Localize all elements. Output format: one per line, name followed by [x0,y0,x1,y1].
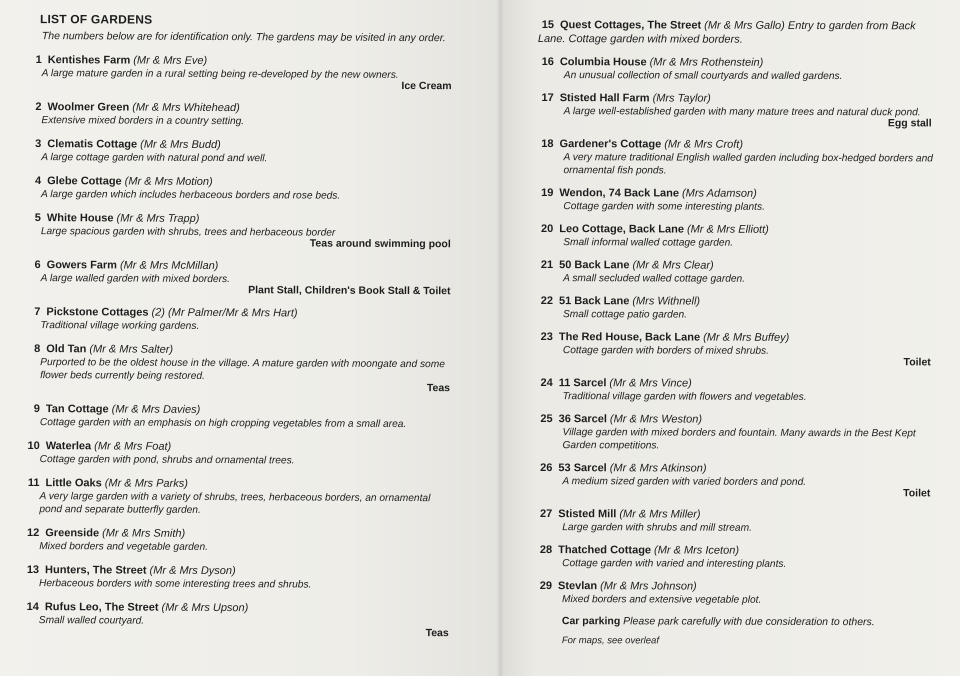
garden-number: 1 [35,54,42,67]
garden-entry [27,137,457,166]
garden-title-line [536,507,936,522]
garden-owner: (Mr & Mrs Upson) [161,601,249,615]
garden-name: Gowers Farm [46,259,118,272]
garden-entry [537,258,937,286]
garden-title-line [536,461,936,476]
garden-amenity-note: Ice Cream [401,79,452,93]
garden-number: 7 [34,306,41,319]
garden-name: The Red House, Back Lane [558,331,701,344]
garden-number: 4 [34,175,42,188]
garden-owner: (Mr & Mrs Foat) [94,440,172,453]
garden-name: Kentishes Farm [47,54,131,67]
garden-name: 51 Back Lane [558,295,630,308]
garden-entry [25,476,455,518]
garden-owner: (Mr & Mrs Eve) [133,54,208,67]
garden-number: 3 [35,138,42,151]
garden-entry [27,258,457,297]
garden-number: 29 [539,580,553,593]
garden-entry [536,579,936,607]
garden-owner: (Mrs Adamson) [681,187,757,200]
garden-amenity-note: Toilet [903,356,931,369]
garden-description: Small walled courtyard. [38,615,145,627]
garden-entry [537,330,937,368]
garden-owner: (Mr & Mrs Weston) [609,413,703,426]
garden-number: 13 [26,564,40,577]
garden-number: 27 [539,508,553,521]
garden-entry [536,507,936,535]
garden-name: Gardener's Cottage [559,138,662,151]
garden-number: 9 [33,403,40,416]
garden-description: Mixed borders and extensive vegetable plot. [561,594,762,606]
garden-description: An unusual collection of small courtyards and walled gardens. [563,70,843,83]
garden-name: Old Tan [46,343,87,356]
garden-title-line [537,412,937,427]
garden-title-line [537,258,937,273]
garden-entry [536,543,936,571]
garden-owner: (Mr & Mrs Davies) [111,403,201,416]
garden-entry [536,412,936,453]
car-parking-text: Please park carefully with due consideration to others. [623,615,875,629]
garden-amenity-note: Teas around swimming pool [309,237,451,251]
garden-entry [537,376,937,404]
garden-name: Leo Cottage, Back Lane [559,223,684,236]
garden-description: Cottage garden with some interesting plants. [563,201,765,213]
garden-owner: (Mr & Mrs Miller) [619,508,701,521]
garden-name: Waterlea [45,440,92,453]
garden-owner: (Mr & Mrs Rothenstein) [649,56,764,69]
garden-owner: (Mr & Mrs Whitehead) [132,101,240,115]
garden-description: A very large garden with a variety of shrubs, trees, herbaceous borders, an ornamental pond and separate butterfly garden. [39,491,431,516]
garden-name: Greenside [45,527,100,540]
maps-note: For maps, see overleaf [561,635,660,647]
garden-title-line [537,222,937,237]
garden-entry [25,600,455,639]
garden-number: 26 [540,462,553,475]
garden-amenity-note: Egg stall [887,117,932,130]
garden-description: A very mature traditional English walled garden including box-hedged borders and ornamental fish ponds. [563,152,933,177]
garden-description: Traditional village garden with flowers and vegetables. [562,391,807,403]
garden-number: 18 [541,138,554,151]
garden-number: 14 [26,601,39,614]
garden-number: 6 [34,259,41,272]
garden-description: Purported to be the oldest house in the village. A mature garden with moongate and some flower beds currently being restored. [40,357,445,382]
garden-amenity-note: Plant Stall, Children's Book Stall & Toilet [248,284,451,298]
garden-entry [25,563,455,592]
car-parking-note [562,615,936,628]
garden-entry [538,91,938,129]
garden-entry [537,294,937,322]
garden-number: 15 [541,19,554,32]
garden-entry [26,402,456,431]
garden-description: Herbaceous borders with some interesting trees and shrubs. [38,578,312,591]
garden-name: 36 Sarcel [558,413,607,426]
garden-owner: (Mr & Mrs Elliott) [686,223,769,236]
garden-entry [536,461,936,499]
garden-owner: (Mr & Mrs Atkinson) [609,462,707,475]
garden-amenity-note: Toilet [903,487,931,500]
garden-description: Cottage garden with borders of mixed shrubs. [562,345,769,357]
garden-entry [27,100,457,129]
garden-description: Large garden with shrubs and mill stream. [562,522,752,534]
garden-entry [28,53,458,92]
garden-number: 24 [540,377,553,390]
garden-title-line [537,186,937,201]
garden-name: Pickstone Cottages [46,306,149,319]
intro-text: The numbers below are for identification only. The gardens may be visited in any order. [41,30,446,45]
garden-owner: (Mr & Mrs Trapp) [116,212,200,225]
garden-name: Quest Cottages, The Street [559,19,702,32]
right-garden-list [536,18,938,607]
garden-name: 53 Sarcel [558,462,607,475]
garden-amenity-note: Teas [425,627,449,640]
garden-description: Cottage garden with an emphasis on high cropping vegetables from a small area. [39,417,407,430]
garden-number: 10 [27,440,40,453]
garden-number: 16 [541,56,554,69]
garden-owner: (Mr & Mrs Vince) [609,377,692,390]
garden-number: 12 [26,527,40,540]
garden-description: Extensive mixed borders in a country setting. [41,115,245,128]
garden-owner: (Mr & Mrs Motion) [124,175,213,188]
garden-owner: (Mr & Mrs Iceton) [654,544,740,557]
garden-number: 8 [34,343,41,356]
garden-description: A large well-established garden with many mature trees and natural duck pond. [563,106,921,119]
garden-owner: (2) (Mr Palmer/Mr & Mrs Hart) [151,306,298,320]
garden-owner: (Mrs Taylor) [652,92,711,105]
garden-description: Village garden with mixed borders and fountain. Many awards in the Best Kept Garden competitions. [562,427,916,452]
garden-number: 2 [35,101,42,114]
garden-name: White House [46,212,114,225]
garden-entry [26,305,456,334]
garden-entry [537,137,937,178]
garden-title-line [536,543,936,558]
garden-description: A large garden which includes herbaceous borders and rose beds. [41,189,341,202]
garden-number: 28 [539,544,553,557]
garden-name: Little Oaks [45,477,102,490]
garden-amenity-note: Teas [426,382,451,395]
garden-name: Clematis Cottage [47,138,138,151]
garden-number: 22 [540,295,554,308]
garden-description: A large walled garden with mixed borders. [40,273,230,286]
garden-entry [25,526,455,555]
garden-name: Thatched Cottage [558,544,652,557]
garden-entry [538,55,938,83]
garden-entry [537,186,937,214]
garden-number: 11 [27,477,40,490]
garden-number: 20 [540,223,554,236]
garden-entry [26,342,456,394]
garden-title-line [538,55,938,70]
garden-number: 21 [540,259,554,272]
garden-number: 5 [34,212,41,225]
garden-name: 11 Sarcel [558,377,607,390]
garden-description: A medium sized garden with varied borders and pond. [562,476,807,488]
garden-entry [27,211,457,250]
garden-name: Tan Cottage [45,403,109,416]
garden-number: 25 [540,413,553,426]
garden-owner: (Mr & Mrs Buffey) [703,331,790,344]
garden-owner: (Mr & Mrs Johnson) [600,580,697,593]
garden-title-line [537,376,937,391]
garden-title-line [537,330,937,345]
car-parking-label: Car parking [561,615,621,628]
garden-name: Rufus Leo, The Street [44,601,159,614]
garden-description: Cottage garden with pond, shrubs and ornamental trees. [39,454,295,467]
garden-name: Wendon, 74 Back Lane [559,187,680,200]
garden-entry [27,174,457,203]
garden-name: Woolmer Green [47,101,130,114]
garden-title-line [538,91,938,106]
garden-owner: (Mr & Mrs Croft) [664,138,744,151]
garden-title-line [537,294,937,309]
garden-name: Stisted Mill [558,508,617,521]
right-column [536,18,938,647]
garden-owner: (Mrs Withnell) [632,295,701,308]
garden-name: Stevlan [557,580,598,593]
garden-owner: (Mr & Mrs Gallo) Entry to garden from Back Lane. Cottage garden with mixed borders. [537,19,916,46]
page-gutter [496,0,504,676]
garden-description: A large cottage garden with natural pond and well. [41,152,268,165]
garden-owner: (Mr & Mrs McMillan) [119,259,219,273]
garden-name: 50 Back Lane [559,259,630,272]
garden-description: A large mature garden in a rural setting being re-developed by the new owners. [41,68,399,81]
garden-owner: (Mr & Mrs Budd) [140,138,221,152]
garden-title-line [536,579,936,594]
garden-owner: (Mr & Mrs Clear) [632,259,714,272]
garden-description: Large spacious garden with shrubs, trees and herbaceous border [40,226,336,239]
garden-name: Columbia House [559,56,647,69]
garden-entry [26,439,456,468]
garden-description: A small secluded walled cottage garden. [563,273,746,285]
garden-name: Glebe Cottage [47,175,122,188]
left-column [25,12,458,649]
garden-number: 23 [540,331,553,344]
garden-number: 19 [541,187,554,200]
garden-description: Cottage garden with varied and interesting plants. [562,558,787,570]
garden-name: Hunters, The Street [45,564,147,577]
garden-description: Small cottage patio garden. [562,309,688,321]
left-garden-list [25,53,458,639]
garden-entry [537,222,937,250]
garden-owner: (Mr & Mrs Salter) [89,343,174,356]
garden-owner: (Mr & Mrs Dyson) [149,564,236,578]
garden-name: Stisted Hall Farm [559,92,650,105]
list-heading: LIST OF GARDENS [39,12,153,27]
garden-description: Mixed borders and vegetable garden. [39,541,209,553]
garden-title-line [538,137,938,152]
garden-number: 17 [541,92,554,105]
garden-owner: (Mr & Mrs Smith) [102,527,186,540]
garden-title-line [538,18,938,47]
garden-owner: (Mr & Mrs Parks) [104,477,188,490]
garden-description: Traditional village working gardens. [40,320,200,332]
garden-entry [538,18,938,47]
garden-description: Small informal walled cottage garden. [563,237,734,249]
